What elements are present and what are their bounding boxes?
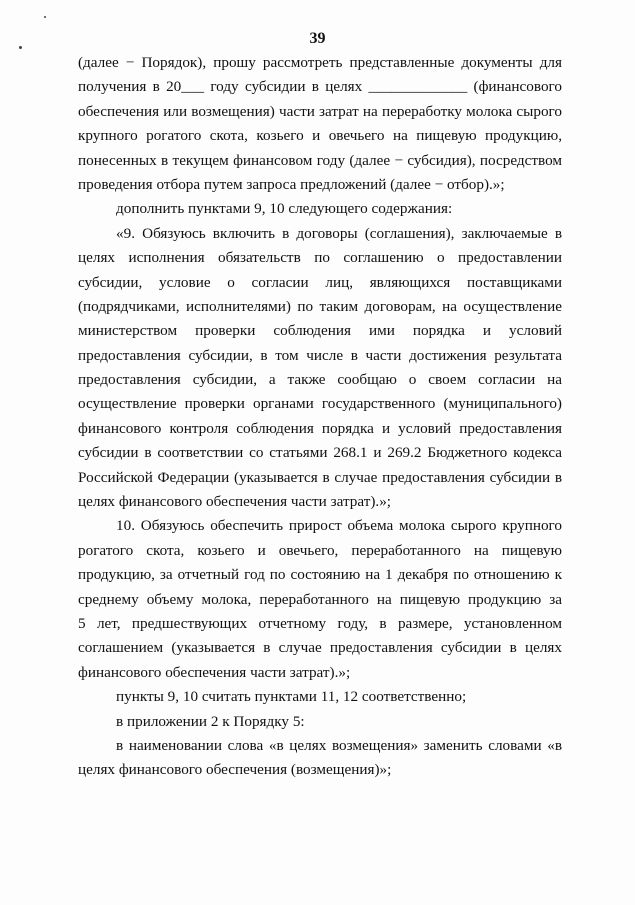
text-line: субсидии в соответствии со статьями 268.1 и 269.2 Бюджетного кодекса: [78, 444, 562, 462]
text-line: проведения отбора путем запроса предложений (далее − отбор).»;: [78, 175, 505, 193]
document-body: [78, 51, 562, 783]
text-line: (подрядчиками, исполнителями) по таким договорам, на осуществление: [78, 297, 562, 315]
text-line: министерством проверки соблюдения ими порядка и условий: [78, 322, 562, 340]
text-line: «9. Обязуюсь включить в договоры (соглашения), заключаемые в: [116, 224, 562, 242]
text-line: (далее − Порядок), прошу рассмотреть представленные документы для: [78, 54, 562, 71]
text-line: целях исполнения обязательств по соглашению о предоставлении: [78, 249, 562, 267]
text-line: продукцию, за отчетный год по состоянию на 1 декабря по отношению к: [78, 566, 562, 584]
text-line: в наименовании слова «в целях возмещения» заменить словами «в: [116, 736, 562, 754]
text-line: предоставления субсидии, в том числе в части достижения результата: [78, 346, 562, 364]
text-line: целях финансового обеспечения (возмещения)»;: [78, 761, 392, 779]
text-line: целях финансового обеспечения части затрат).»;: [78, 493, 392, 511]
text-line: среднему объему молока, переработанного на пищевую продукцию за: [78, 590, 562, 608]
page-number: 39: [309, 30, 326, 47]
text-line: рогатого скота, козьего и овечьего, переработанного на пищевую: [78, 541, 562, 559]
text-line: 10. Обязуюсь обеспечить прирост объема молока сырого крупного: [116, 517, 562, 535]
text-line: в приложении 2 к Порядку 5:: [116, 712, 305, 730]
text-line: понесенных в текущем финансовом году (далее − субсидия), посредством: [78, 151, 562, 169]
text-line: 5 лет, предшествующих отчетному году, в размере, установленном: [78, 614, 562, 632]
text-line: финансового обеспечения части затрат).»;: [78, 663, 351, 681]
text-line: пункты 9, 10 считать пунктами 11, 12 соответственно;: [116, 688, 467, 706]
scan-speck-1: [44, 16, 46, 18]
text-line: обеспечения или возмещения) части затрат на переработку молока сырого: [78, 102, 562, 120]
text-line: осуществление проверки органами государственного (муниципального): [78, 395, 562, 413]
text-line: крупного рогатого скота, козьего и овечьего на пищевую продукцию,: [78, 127, 562, 145]
text-line: субсидии, условие о согласии лиц, являющихся поставщиками: [78, 273, 562, 291]
text-line: получения в 20___ году субсидии в целях _____________ (финансового: [78, 78, 562, 96]
text-line: соглашением (указывается в случае предоставления субсидии в целях: [78, 639, 562, 657]
text-line: финансового контроля соблюдения порядка и условий предоставления: [78, 419, 562, 437]
text-line: Российской Федерации (указывается в случае предоставления субсидии в: [78, 468, 562, 486]
text-line: дополнить пунктами 9, 10 следующего содержания:: [116, 200, 453, 218]
text-line: предоставления субсидии, а также сообщаю о своем согласии на: [78, 371, 562, 389]
